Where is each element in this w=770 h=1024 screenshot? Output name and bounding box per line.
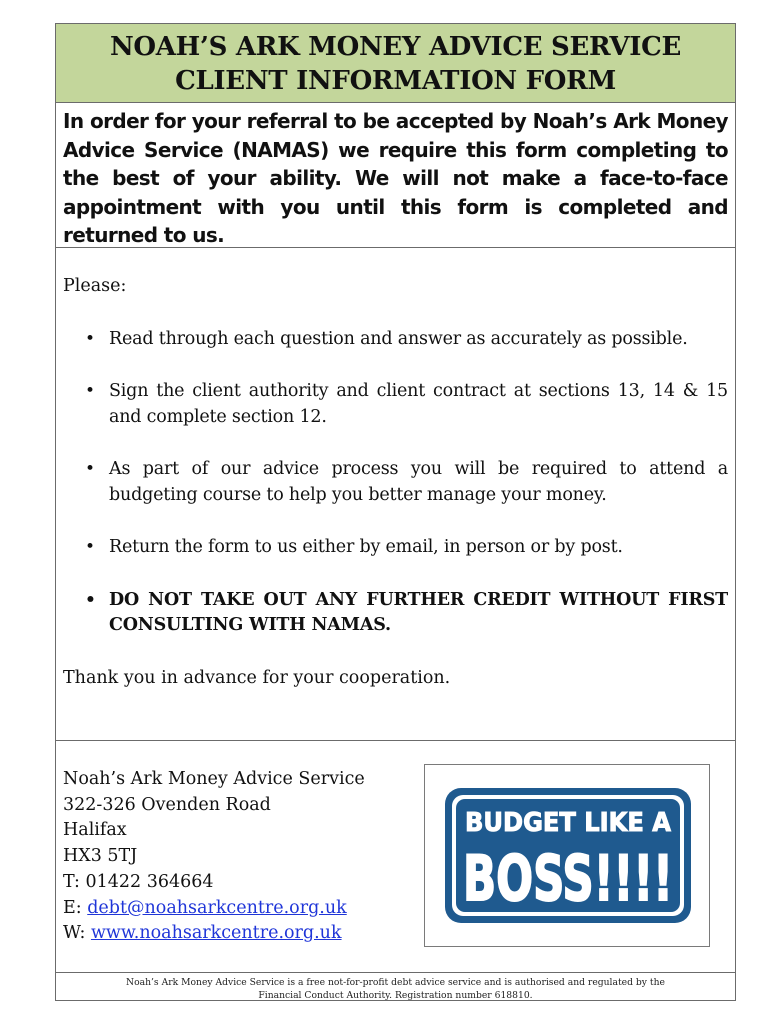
instruction-item (63, 457, 728, 508)
instruction-item (63, 535, 728, 561)
street-address: 322-326 Ovenden Road (63, 794, 271, 815)
logo-box (424, 764, 710, 947)
instructions-section (56, 248, 735, 741)
web-label: W: (63, 923, 91, 944)
title-banner (56, 24, 735, 103)
intro-text: In order for your referral to be accepted by Noah’s Ark Money Advice Service (NAMAS) we require this form completing to the best of your ability. We will not make a face-to-face appointment with you until this form is completed and returned to us. (63, 109, 728, 247)
contact-section (56, 741, 735, 973)
instruction-text: As part of our advice process you will be required to attend a budgeting course to help you better manage your money. (109, 459, 728, 505)
phone-number: 01422 364664 (85, 871, 214, 892)
page-title: NOAH’S ARK MONEY ADVICE SERVICE (109, 32, 682, 62)
bullet-icon: • (85, 589, 96, 610)
footer-line: Financial Conduct Authority. Registration number 618810. (258, 990, 533, 1001)
instruction-text: Return the form to us either by email, in person or by post. (109, 537, 623, 557)
email-line (63, 896, 365, 922)
please-label: Please: (63, 276, 127, 296)
postcode: HX3 5TJ (63, 846, 138, 867)
footer-disclaimer (56, 973, 735, 1002)
page-subtitle: CLIENT INFORMATION FORM (175, 66, 616, 96)
bullet-icon: • (85, 328, 95, 349)
instruction-item (63, 379, 728, 430)
logo-text-top: BUDGET LIKE A (465, 808, 671, 838)
instruction-text: DO NOT TAKE OUT ANY FURTHER CREDIT WITHOUT FIRST CONSULTING WITH NAMAS. (109, 589, 728, 635)
budget-like-a-boss-logo (444, 787, 692, 924)
bullet-icon: • (85, 459, 95, 479)
email-label: E: (63, 897, 88, 918)
town: Halifax (63, 820, 127, 841)
phone-line (63, 870, 365, 896)
email-link[interactable]: debt@noahsarkcentre.org.uk (87, 897, 347, 918)
contact-address (63, 767, 365, 947)
form-page (55, 23, 736, 1001)
intro-section (56, 103, 735, 248)
thanks-text: Thank you in advance for your cooperation. (63, 667, 451, 688)
instruction-text: Sign the client authority and client contract at sections 13, 14 & 15 and complete section 12. (109, 381, 728, 427)
web-line (63, 921, 365, 947)
bullet-icon: • (85, 381, 95, 401)
logo-text-bottom: BOSS!!!! (463, 842, 673, 915)
footer-line: Noah’s Ark Money Advice Service is a free not-for-profit debt advice service and is authorised and regulated by the (126, 977, 665, 988)
instruction-item (63, 327, 728, 353)
instruction-text: Read through each question and answer as accurately as possible. (109, 328, 688, 349)
bullet-icon: • (85, 537, 95, 557)
website-link[interactable]: www.noahsarkcentre.org.uk (90, 923, 342, 944)
org-name: Noah’s Ark Money Advice Service (63, 769, 365, 789)
instruction-item-warning (63, 588, 728, 639)
phone-label: T: (63, 871, 86, 892)
instruction-list (63, 327, 728, 639)
